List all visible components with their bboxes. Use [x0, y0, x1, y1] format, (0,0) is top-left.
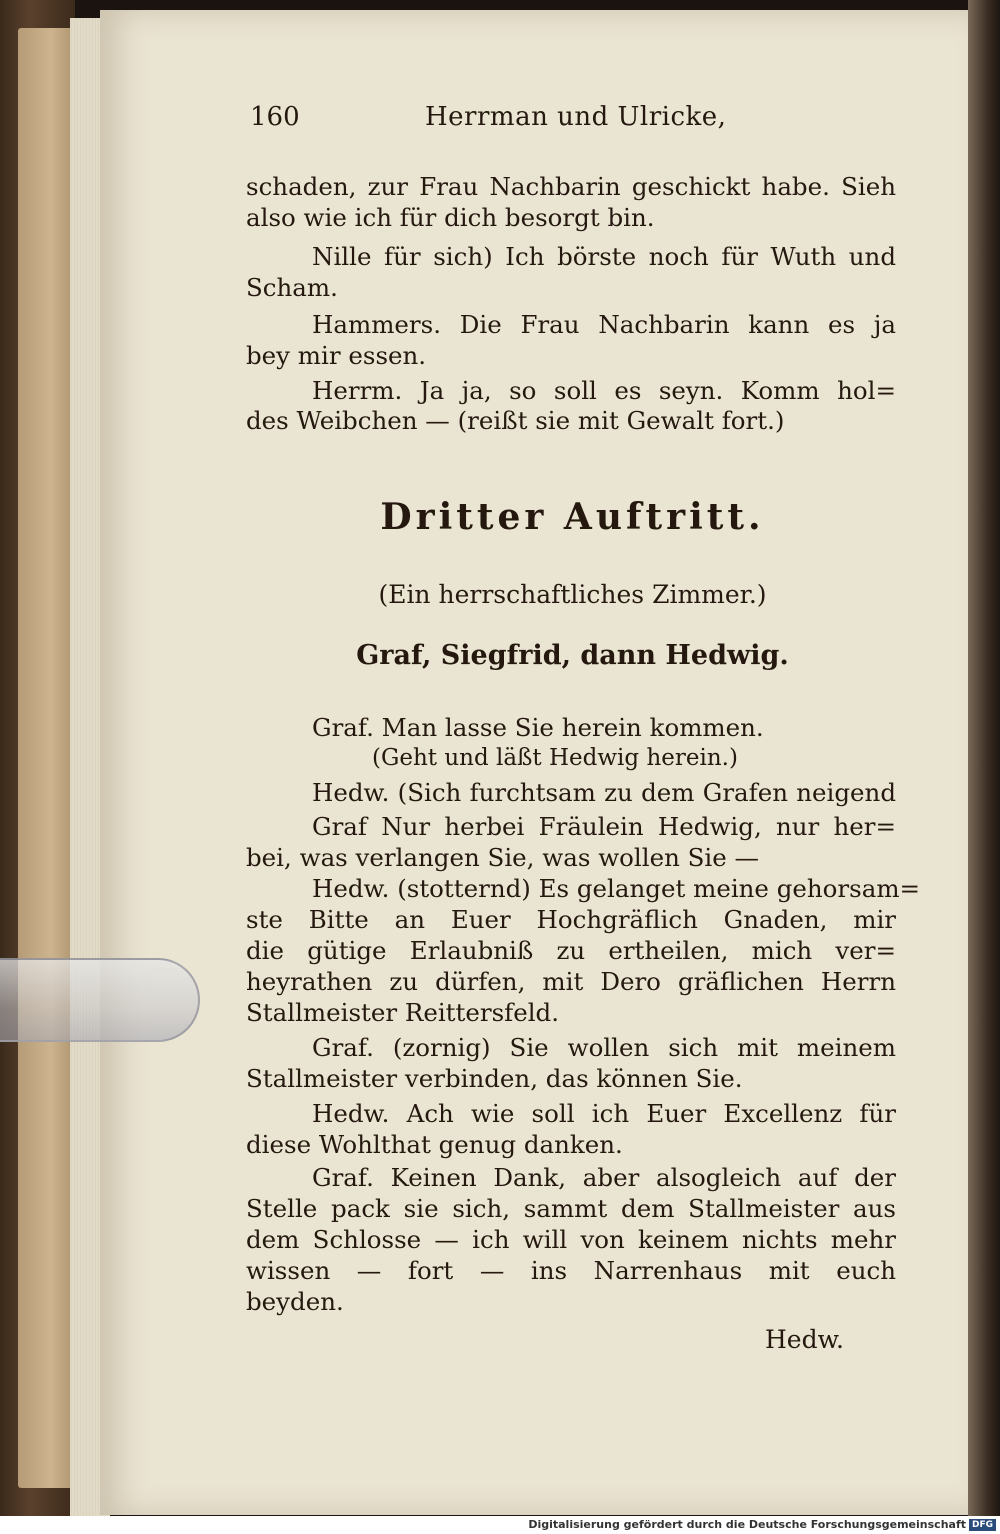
text-line: Stelle pack sie sich, sammt dem Stallmeister aus [246, 1194, 896, 1223]
text-line: dem Schlosse — ich will von keinem nichts mehr [246, 1225, 896, 1254]
dfg-logo: DFG [969, 1519, 996, 1531]
page-number: 160 [250, 102, 300, 132]
text-line: Hedw. Ach wie soll ich Euer Excellenz für [312, 1099, 896, 1128]
text-line: Scham. [246, 273, 338, 302]
text-line: Herrm. Ja ja, so soll es seyn. Komm hol= [312, 376, 896, 405]
text-line: des Weibchen — (reißt sie mit Gewalt fort.) [246, 406, 785, 435]
text-line: Hammers. Die Frau Nachbarin kann es ja [312, 310, 896, 339]
text-line: beyden. [246, 1287, 344, 1316]
text-line: Nille für sich) Ich börste noch für Wuth und [312, 242, 896, 271]
text-line: Stallmeister verbinden, das können Sie. [246, 1064, 743, 1093]
text-line: Hedw. (Sich furchtsam zu dem Grafen neigend [312, 778, 896, 807]
footer-credit: Digitalisierung gefördert durch die Deutsche Forschungsgemeinschaft [528, 1518, 966, 1531]
text-line: also wie ich für dich besorgt bin. [246, 203, 655, 232]
text-line: Hedw. (stotternd) Es gelanget meine gehorsam= [312, 874, 921, 903]
text-line: Stallmeister Reittersfeld. [246, 998, 560, 1027]
scene-setting: (Ein herrschaftliches Zimmer.) [378, 580, 767, 609]
text-line: bei, was verlangen Sie, was wollen Sie — [246, 843, 760, 872]
scene-persons: Graf, Siegfrid, dann Hedwig. [356, 640, 789, 671]
catchword: Hedw. [765, 1325, 844, 1354]
text-line: wissen — fort — ins Narrenhaus mit euch [246, 1256, 896, 1285]
digitization-footer [0, 1516, 1000, 1534]
text-line: bey mir essen. [246, 341, 427, 370]
text-line: schaden, zur Frau Nachbarin geschickt habe. Sieh [246, 172, 896, 201]
text-line: Graf. Keinen Dank, aber alsogleich auf der [312, 1163, 896, 1192]
text-line: Graf. Man lasse Sie herein kommen. [312, 713, 764, 742]
text-line: Graf. (zornig) Sie wollen sich mit meinem [312, 1033, 896, 1062]
text-line: heyrathen zu dürfen, mit Dero gräflichen Herrn [246, 967, 896, 996]
running-head: Herrman und Ulricke, [425, 102, 727, 132]
stage-direction: (Geht und läßt Hedwig herein.) [372, 745, 738, 771]
text-line: die gütige Erlaubniß zu ertheilen, mich ver= [246, 936, 896, 965]
scene-heading: Dritter Auftritt. [380, 496, 765, 538]
page-header [250, 102, 895, 142]
text-line: Graf Nur herbei Fräulein Hedwig, nur her= [312, 812, 896, 841]
page-clip [0, 958, 200, 1042]
text-line: ste Bitte an Euer Hochgräflich Gnaden, mir [246, 905, 896, 934]
text-line: diese Wohlthat genug danken. [246, 1130, 623, 1159]
